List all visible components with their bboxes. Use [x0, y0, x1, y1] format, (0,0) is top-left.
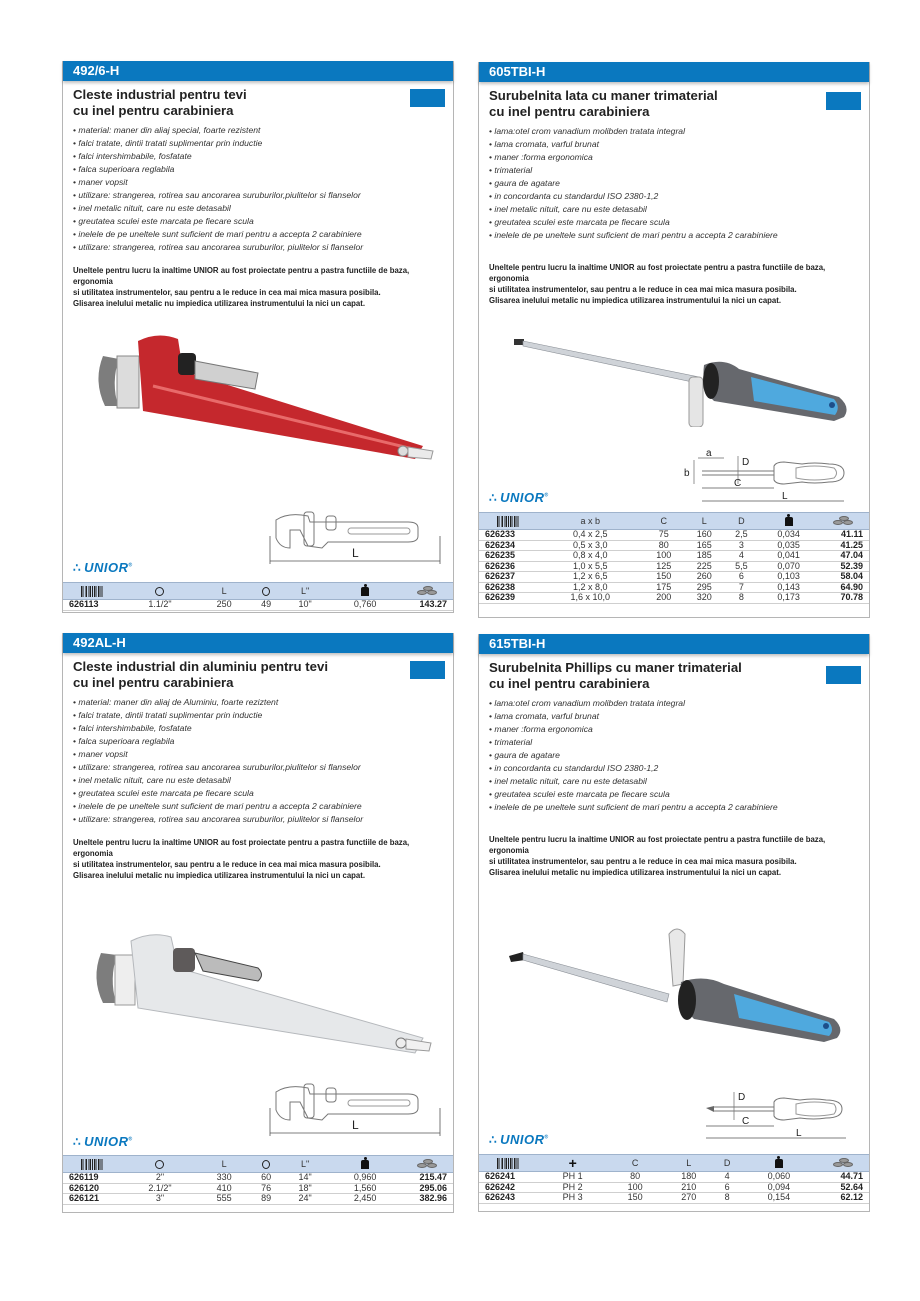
info-note	[63, 254, 453, 309]
flat-screwdriver-dimension-diagram	[684, 446, 869, 506]
feature-item: • inelele de pe uneltele sunt suficient de mari pentru a accepta 2 carabiniere	[73, 800, 443, 813]
cell: 330	[199, 1173, 249, 1184]
col-l-inch: L"	[283, 583, 327, 600]
table-row	[63, 1183, 453, 1194]
svg-text:a: a	[706, 448, 712, 459]
feature-item: • inel metalic nituit, care nu este detasabil	[73, 774, 443, 787]
note-line: Uneltele pentru lucru la inaltime UNIOR au fost proiectate pentru a pastra functiile de baza, ergonomia	[73, 266, 410, 286]
blue-marker	[826, 666, 861, 684]
product-panel-492-6-h	[62, 61, 454, 613]
note-line: si utilitatea instrumentelor, sau pentru a le reduce in cea mai mica masura posibila.	[73, 860, 381, 869]
feature-item: • falca superioara reglabila	[73, 735, 443, 748]
feature-item: • lama cromata, varful brunat	[489, 138, 859, 151]
feature-item: • utilizare: strangerea, rotirea sau ancorarea suruburilor, piulitelor si flanselor	[73, 241, 443, 254]
feature-item: • gaura de agatare	[489, 749, 859, 762]
cell: 150	[608, 1193, 662, 1204]
col-l-inch: L"	[283, 1156, 327, 1173]
barcode-icon	[81, 586, 103, 597]
cell: 0,070	[758, 561, 819, 572]
cell-price: 143.27	[403, 600, 453, 611]
cell: 8	[716, 1193, 739, 1204]
cell: 0,154	[739, 1193, 819, 1204]
cell: 3	[725, 540, 759, 551]
feature-item: • falci intershimbabile, fosfatate	[73, 150, 443, 163]
col-price	[403, 583, 453, 600]
cell: 225	[684, 561, 725, 572]
feature-item: • gaura de agatare	[489, 177, 859, 190]
cell: 185	[684, 551, 725, 562]
logo-text: UNIOR	[500, 1132, 545, 1147]
table-row	[479, 593, 869, 604]
product-title	[489, 660, 859, 692]
col-code	[479, 1155, 537, 1172]
note-line: Uneltele pentru lucru la inaltime UNIOR au fost proiectate pentru a pastra functiile de baza, ergonomia	[489, 263, 826, 283]
barcode-icon	[81, 1159, 103, 1170]
col-ring	[249, 1156, 283, 1173]
cell: 10"	[283, 600, 327, 611]
cell: 2,450	[327, 1194, 403, 1205]
barcode-icon	[497, 516, 519, 527]
feature-item: • utilizare: strangerea, rotirea sau ancorarea suruburilor,piulitelor si flanselor	[73, 761, 443, 774]
weight-icon	[361, 587, 369, 596]
col-pipe	[121, 583, 199, 600]
col-code	[63, 583, 121, 600]
cell: 295	[684, 582, 725, 593]
cell: 2"	[121, 1173, 199, 1184]
info-note	[479, 242, 869, 306]
feature-item: • inel metalic nituit, care nu este detasabil	[489, 203, 859, 216]
cell: 125	[644, 561, 685, 572]
phillips-screwdriver-dimension-diagram	[704, 1086, 864, 1146]
svg-text:D: D	[738, 1092, 746, 1103]
cell: 89	[249, 1194, 283, 1205]
cell: 1,6 x 10,0	[537, 593, 644, 604]
feature-item: • utilizare: strangerea, rotirea sau ancorarea suruburilor,piulitelor si flanselor	[73, 189, 443, 202]
svg-text:b: b	[684, 468, 690, 479]
title-line: cu inel pentru carabiniera	[73, 675, 234, 690]
pipe-wrench-dimension-diagram	[268, 508, 448, 566]
note-line: Glisarea inelului metalic nu impiedica utilizarea instrumentului la nici un capat.	[489, 296, 782, 305]
unior-mark-icon: ∴	[489, 491, 498, 505]
feature-item: • greutatea sculei este marcata pe fiecare scula	[489, 216, 859, 229]
cell-price: 215.47	[403, 1173, 453, 1184]
feature-item: • inel metalic nituit, care nu este detasabil	[489, 775, 859, 788]
pipe-wrench-red-image	[83, 311, 453, 461]
table-row	[479, 1182, 869, 1193]
cell: 210	[662, 1182, 716, 1193]
feature-item: • material: maner din aliaj special, foarte rezistent	[73, 124, 443, 137]
coins-icon	[417, 586, 439, 596]
pipe-diameter-icon	[155, 1160, 164, 1169]
cell: 160	[684, 530, 725, 541]
cell: 100	[644, 551, 685, 562]
cell-price: 295.06	[403, 1183, 453, 1194]
table-row	[479, 540, 869, 551]
feature-item: • lama cromata, varful brunat	[489, 710, 859, 723]
cell-code: 626234	[479, 540, 537, 551]
feature-item: • inelele de pe uneltele sunt suficient de mari pentru a accepta 2 carabiniere	[489, 229, 859, 242]
cell-price: 70.78	[819, 593, 869, 604]
unior-logo: ∴ UNIOR®	[489, 1132, 549, 1147]
cell-price: 58.04	[819, 572, 869, 583]
col-l: L	[199, 1156, 249, 1173]
cell-price: 41.25	[819, 540, 869, 551]
cell-code: 626237	[479, 572, 537, 583]
col-pipe	[121, 1156, 199, 1173]
cell: 0,5 x 3,0	[537, 540, 644, 551]
unior-mark-icon: ∴	[489, 1133, 498, 1147]
cell-code: 626236	[479, 561, 537, 572]
col-code	[479, 513, 537, 530]
feature-list	[479, 692, 869, 814]
feature-item: • falca superioara reglabila	[73, 163, 443, 176]
product-code-header: 492AL-H	[63, 633, 453, 653]
col-l: L	[684, 513, 725, 530]
cell-price: 44.71	[819, 1172, 869, 1183]
logo-text: UNIOR	[84, 1134, 129, 1149]
cell: 0,094	[739, 1182, 819, 1193]
blue-marker	[826, 92, 861, 110]
cell: 0,034	[758, 530, 819, 541]
cell-code: 626121	[63, 1194, 121, 1205]
cell: 2,5	[725, 530, 759, 541]
table-row	[63, 1173, 453, 1184]
feature-item: • in concordanta cu standardul ISO 2380-1,2	[489, 190, 859, 203]
ring-icon	[262, 587, 270, 596]
weight-icon	[785, 517, 793, 526]
col-price	[819, 1155, 869, 1172]
cell: 5,5	[725, 561, 759, 572]
cell: 1,0 x 5,5	[537, 561, 644, 572]
cell: 0,8 x 4,0	[537, 551, 644, 562]
cell-code: 626233	[479, 530, 537, 541]
cell: 24"	[283, 1194, 327, 1205]
spec-header-row	[479, 513, 869, 530]
col-axb: a x b	[537, 513, 644, 530]
cell-price: 62.12	[819, 1193, 869, 1204]
cell-code: 626238	[479, 582, 537, 593]
feature-item: • inel metalic nituit, care nu este detasabil	[73, 202, 443, 215]
cell: 250	[199, 600, 249, 611]
cell: 0,103	[758, 572, 819, 583]
info-note	[63, 826, 453, 881]
cell-price: 52.64	[819, 1182, 869, 1193]
col-price	[819, 513, 869, 530]
svg-text:L: L	[352, 1118, 359, 1132]
cell: 150	[644, 572, 685, 583]
feature-item: • lama:otel crom vanadium molibden tratata integral	[489, 125, 859, 138]
feature-item: • lama:otel crom vanadium molibden tratata integral	[489, 697, 859, 710]
cell: 8	[725, 593, 759, 604]
col-weight	[327, 583, 403, 600]
cell: 7	[725, 582, 759, 593]
cell: 0,041	[758, 551, 819, 562]
flat-screwdriver-image	[489, 317, 859, 427]
cell: 410	[199, 1183, 249, 1194]
unior-mark-icon: ∴	[73, 1135, 82, 1149]
note-line: Glisarea inelului metalic nu impiedica utilizarea instrumentului la nici un capat.	[489, 868, 782, 877]
feature-item: • trimaterial	[489, 164, 859, 177]
col-c: C	[608, 1155, 662, 1172]
title-line: cu inel pentru carabiniera	[73, 103, 234, 118]
cell: 3"	[121, 1194, 199, 1205]
col-l: L	[662, 1155, 716, 1172]
feature-item: • maner vopsit	[73, 748, 443, 761]
spec-header-row	[63, 583, 453, 600]
feature-item: • greutatea sculei este marcata pe fiecare scula	[489, 788, 859, 801]
note-line: Uneltele pentru lucru la inaltime UNIOR au fost proiectate pentru a pastra functiile de baza, ergonomia	[73, 838, 410, 858]
cell: 18"	[283, 1183, 327, 1194]
logo-text: UNIOR	[500, 490, 545, 505]
title-line: cu inel pentru carabiniera	[489, 676, 650, 691]
unior-logo: ∴ UNIOR®	[489, 490, 549, 505]
note-line: Uneltele pentru lucru la inaltime UNIOR au fost proiectate pentru a pastra functiile de baza, ergonomia	[489, 835, 826, 855]
cell: 200	[644, 593, 685, 604]
table-row	[479, 551, 869, 562]
note-line: Glisarea inelului metalic nu impiedica utilizarea instrumentului la nici un capat.	[73, 299, 366, 308]
coins-icon	[833, 1158, 855, 1168]
cell: 6	[716, 1182, 739, 1193]
cell-code: 626120	[63, 1183, 121, 1194]
cell: 180	[662, 1172, 716, 1183]
cell-code: 626242	[479, 1182, 537, 1193]
cell-code: 626243	[479, 1193, 537, 1204]
feature-item: • greutatea sculei este marcata pe fiecare scula	[73, 787, 443, 800]
cell: 1,560	[327, 1183, 403, 1194]
feature-list	[63, 691, 453, 826]
unior-logo: ∴ UNIOR®	[73, 1134, 133, 1149]
svg-text:C: C	[734, 478, 742, 489]
cell: 0,173	[758, 593, 819, 604]
note-line: Glisarea inelului metalic nu impiedica utilizarea instrumentului la nici un capat.	[73, 871, 366, 880]
weight-icon	[775, 1159, 783, 1168]
cell-code: 626113	[63, 600, 121, 611]
col-l: L	[199, 583, 249, 600]
cell: 165	[684, 540, 725, 551]
product-panel-605tbi-h	[478, 62, 870, 618]
cell: 4	[716, 1172, 739, 1183]
svg-text:C: C	[742, 1116, 750, 1127]
cell: 0,4 x 2,5	[537, 530, 644, 541]
phillips-screwdriver-image	[489, 914, 859, 1044]
cell-price: 382.96	[403, 1194, 453, 1205]
note-line: si utilitatea instrumentelor, sau pentru a le reduce in cea mai mica masura posibila.	[73, 288, 381, 297]
weight-icon	[361, 1160, 369, 1169]
feature-item: • falci intershimbabile, fosfatate	[73, 722, 443, 735]
table-row	[479, 572, 869, 583]
note-line: si utilitatea instrumentelor, sau pentru a le reduce in cea mai mica masura posibila.	[489, 285, 797, 294]
spec-table	[63, 582, 453, 611]
svg-text:D: D	[742, 457, 750, 468]
cell: 175	[644, 582, 685, 593]
cell: 1,2 x 6,5	[537, 572, 644, 583]
feature-item: • falci tratate, dintii tratati suplimentar prin inductie	[73, 137, 443, 150]
feature-item: • in concordanta cu standardul ISO 2380-1,2	[489, 762, 859, 775]
title-line: Surubelnita lata cu maner trimaterial	[489, 88, 718, 103]
cell: 260	[684, 572, 725, 583]
feature-item: • falci tratate, dintii tratati suplimentar prin inductie	[73, 709, 443, 722]
ring-icon	[262, 1160, 270, 1169]
blue-marker	[410, 661, 445, 679]
title-line: Cleste industrial pentru tevi	[73, 87, 247, 102]
feature-item: • trimaterial	[489, 736, 859, 749]
cell: PH 2	[537, 1182, 608, 1193]
product-code-header: 605TBI-H	[479, 62, 869, 82]
col-d: D	[716, 1155, 739, 1172]
feature-item: • maner :forma ergonomica	[489, 723, 859, 736]
unior-mark-icon: ∴	[73, 561, 82, 575]
coins-icon	[417, 1159, 439, 1169]
title-line: cu inel pentru carabiniera	[489, 104, 650, 119]
cell: 1.1/2"	[121, 600, 199, 611]
feature-item: • material: maner din aliaj de Aluminiu, foarte reziztent	[73, 696, 443, 709]
cell: 270	[662, 1193, 716, 1204]
feature-item: • utilizare: strangerea, rotirea sau ancorarea suruburilor, piulitelor si flanselor	[73, 813, 443, 826]
cell: PH 1	[537, 1172, 608, 1183]
cell: 49	[249, 600, 283, 611]
spec-header-row	[63, 1156, 453, 1173]
cell: 100	[608, 1182, 662, 1193]
spec-table	[479, 1154, 869, 1204]
col-weight	[758, 513, 819, 530]
spec-header-row	[479, 1155, 869, 1172]
table-row	[63, 600, 453, 611]
col-price	[403, 1156, 453, 1173]
cell: 0,760	[327, 600, 403, 611]
product-code-header: 615TBI-H	[479, 634, 869, 654]
feature-item: • maner vopsit	[73, 176, 443, 189]
product-code-header: 492/6-H	[63, 61, 453, 81]
col-code	[63, 1156, 121, 1173]
cell: 60	[249, 1173, 283, 1184]
spec-table	[63, 1155, 453, 1205]
cell: 0,143	[758, 582, 819, 593]
cell-code: 626239	[479, 593, 537, 604]
cell: 80	[644, 540, 685, 551]
table-row	[479, 530, 869, 541]
product-panel-492al-h	[62, 633, 454, 1213]
table-row	[479, 1193, 869, 1204]
cell-price: 52.39	[819, 561, 869, 572]
table-row	[479, 561, 869, 572]
col-d: D	[725, 513, 759, 530]
feature-list	[63, 119, 453, 254]
feature-list	[479, 120, 869, 242]
spec-table	[479, 512, 869, 604]
info-note	[479, 814, 869, 878]
cell: 14"	[283, 1173, 327, 1184]
barcode-icon	[497, 1158, 519, 1169]
product-title	[73, 659, 443, 691]
col-type	[537, 1155, 608, 1172]
title-line: Surubelnita Phillips cu maner trimaterial	[489, 660, 742, 675]
cell: 0,035	[758, 540, 819, 551]
note-line: si utilitatea instrumentelor, sau pentru a le reduce in cea mai mica masura posibila.	[489, 857, 797, 866]
cell-code: 626241	[479, 1172, 537, 1183]
cell: 320	[684, 593, 725, 604]
title-line: Cleste industrial din aluminiu pentru tevi	[73, 659, 328, 674]
cell-code: 626235	[479, 551, 537, 562]
cell: 0,060	[739, 1172, 819, 1183]
coins-icon	[833, 516, 855, 526]
unior-logo: ∴ UNIOR®	[73, 560, 133, 575]
cell: 1,2 x 8,0	[537, 582, 644, 593]
blue-marker	[410, 89, 445, 107]
cell-price: 41.11	[819, 530, 869, 541]
cell-code: 626119	[63, 1173, 121, 1184]
cell: 75	[644, 530, 685, 541]
col-ring	[249, 583, 283, 600]
cell: 6	[725, 572, 759, 583]
dimension-label-l: L	[352, 546, 359, 560]
logo-text: UNIOR	[84, 560, 129, 575]
cell: 80	[608, 1172, 662, 1183]
phillips-plus-icon: +	[568, 1155, 577, 1171]
cell: PH 3	[537, 1193, 608, 1204]
cell: 0,960	[327, 1173, 403, 1184]
cell: 555	[199, 1194, 249, 1205]
pipe-wrench-dimension-diagram	[268, 1080, 448, 1138]
cell-price: 64.90	[819, 582, 869, 593]
product-title	[489, 88, 859, 120]
cell: 4	[725, 551, 759, 562]
col-weight	[327, 1156, 403, 1173]
cell-price: 47.04	[819, 551, 869, 562]
table-row	[63, 1194, 453, 1205]
table-row	[479, 582, 869, 593]
svg-text:L: L	[796, 1128, 802, 1139]
feature-item: • inelele de pe uneltele sunt suficient de mari pentru a accepta 2 carabiniere	[73, 228, 443, 241]
svg-text:L: L	[782, 491, 788, 502]
cell: 2.1/2"	[121, 1183, 199, 1194]
feature-item: • maner :forma ergonomica	[489, 151, 859, 164]
table-row	[479, 1172, 869, 1183]
col-c: C	[644, 513, 685, 530]
feature-item: • greutatea sculei este marcata pe fiecare scula	[73, 215, 443, 228]
pipe-diameter-icon	[155, 587, 164, 596]
product-title	[73, 87, 443, 119]
col-weight	[739, 1155, 819, 1172]
feature-item: • inelele de pe uneltele sunt suficient de mari pentru a accepta 2 carabiniere	[489, 801, 859, 814]
pipe-wrench-aluminium-image	[83, 913, 453, 1063]
product-panel-615tbi-h	[478, 634, 870, 1212]
cell: 76	[249, 1183, 283, 1194]
